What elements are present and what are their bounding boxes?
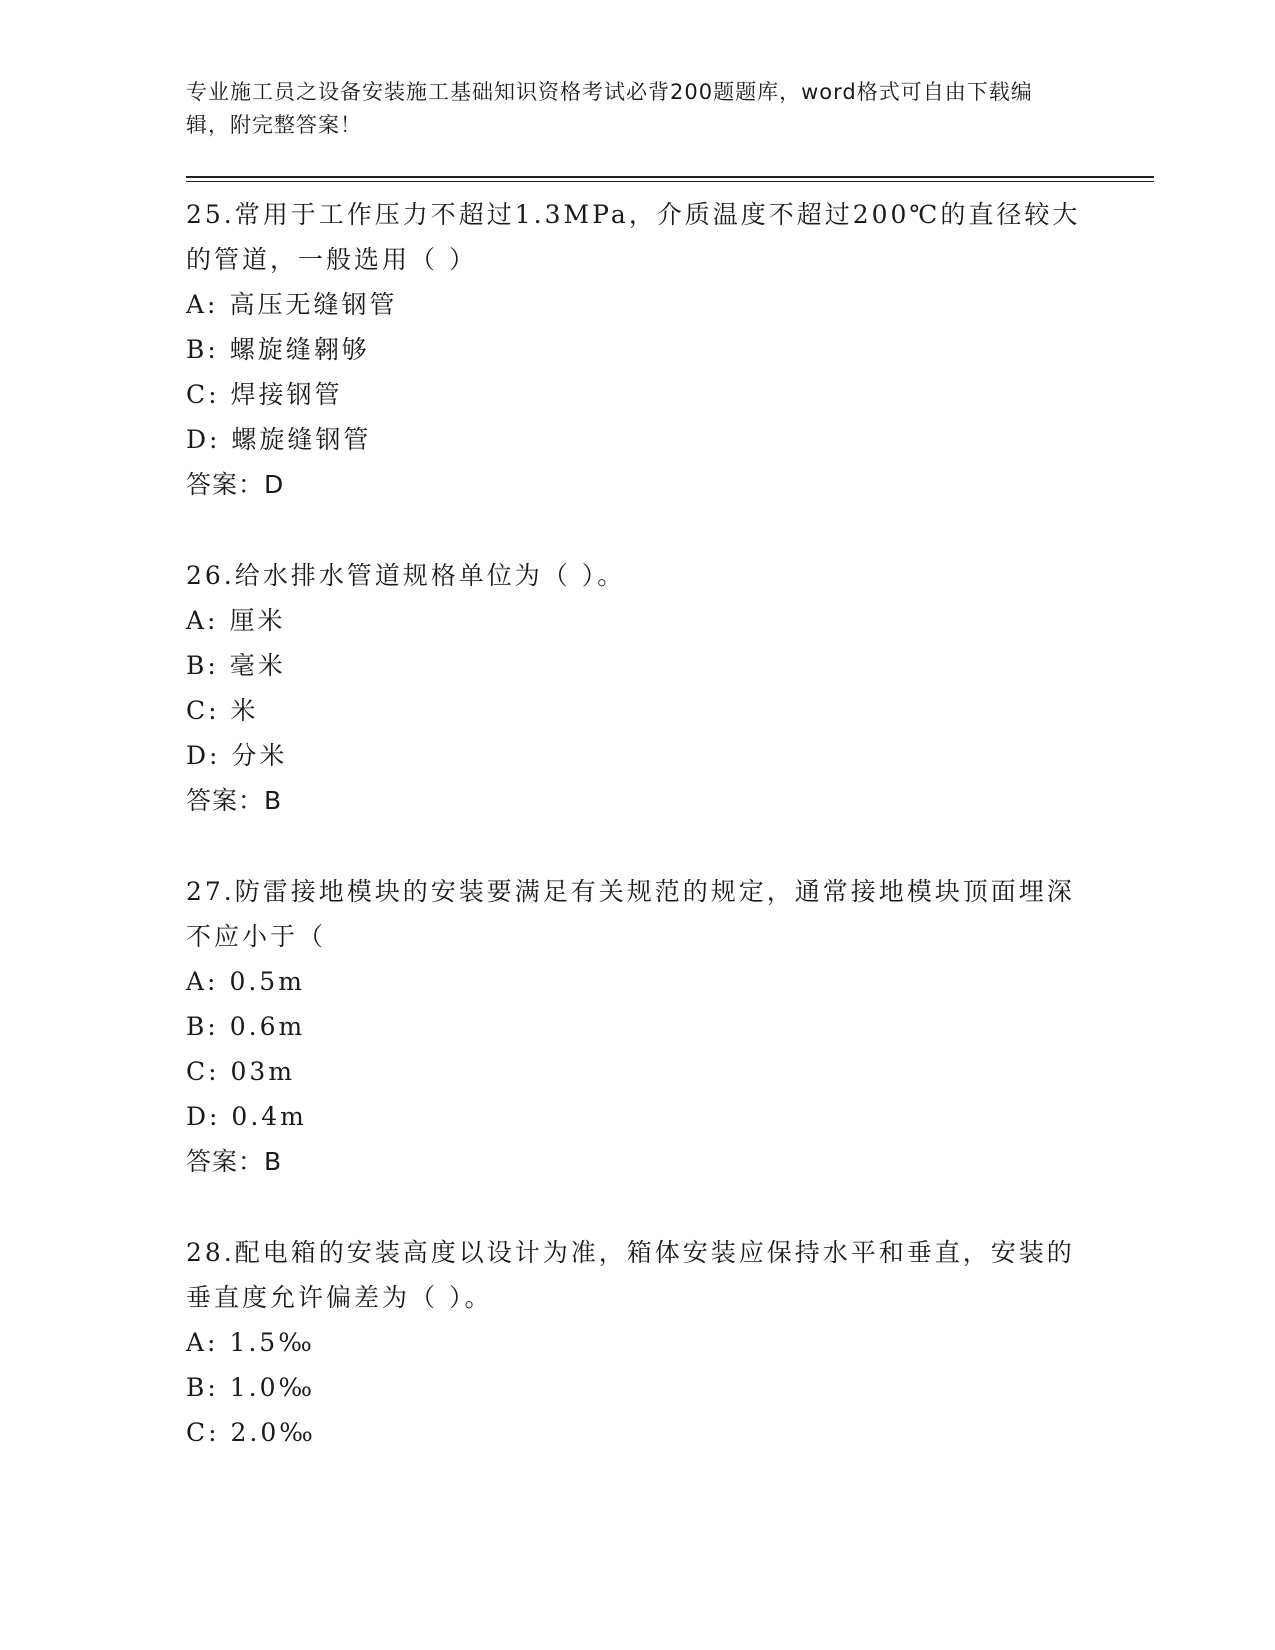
option-label: A: bbox=[186, 606, 219, 635]
answer-line bbox=[186, 462, 1086, 507]
option-label: A: bbox=[186, 967, 219, 996]
answer-option bbox=[186, 643, 1086, 688]
option-text: 0.4m bbox=[231, 1102, 307, 1131]
option-label: D: bbox=[186, 425, 221, 454]
answer-option bbox=[186, 417, 1086, 462]
answer-value: D bbox=[264, 470, 285, 499]
question-stem: 25.常用于工作压力不超过1.3MPa，介质温度不超过200℃的直径较大的管道，一般选用（ ） bbox=[186, 200, 1081, 274]
answer-option bbox=[186, 688, 1086, 733]
answer-line bbox=[186, 778, 1086, 823]
question-stem: 26.给水排水管道规格单位为（ ）。 bbox=[186, 561, 626, 590]
answer-option bbox=[186, 1004, 1086, 1049]
answer-line bbox=[186, 1139, 1086, 1184]
answer-option bbox=[186, 1410, 1086, 1455]
answer-option bbox=[186, 1365, 1086, 1410]
answer-prefix: 答案： bbox=[186, 1147, 265, 1176]
option-label: A: bbox=[186, 1328, 219, 1357]
option-label: B: bbox=[186, 1012, 219, 1041]
answer-option bbox=[186, 327, 1086, 372]
answer-option bbox=[186, 1094, 1086, 1139]
option-label: D: bbox=[186, 1102, 221, 1131]
option-text: 2.0‰ bbox=[230, 1418, 316, 1447]
option-text: 毫米 bbox=[229, 651, 286, 680]
option-text: 厘米 bbox=[229, 606, 286, 635]
answer-option bbox=[186, 733, 1086, 778]
document-header: 专业施工员之设备安装施工基础知识资格考试必背200题题库，word格式可自由下载编辑，附完整答案！ bbox=[186, 80, 1033, 137]
question-stem: 27.防雷接地模块的安装要满足有关规范的规定，通常接地模块顶面埋深不应小于（ bbox=[186, 877, 1075, 951]
answer-option bbox=[186, 598, 1086, 643]
option-label: B: bbox=[186, 1373, 219, 1402]
option-text: 高压无缝钢管 bbox=[229, 290, 398, 319]
option-label: C: bbox=[186, 380, 220, 409]
option-label: B: bbox=[186, 651, 219, 680]
option-label: D: bbox=[186, 741, 221, 770]
option-text: 米 bbox=[230, 696, 259, 725]
answer-prefix: 答案： bbox=[186, 786, 265, 815]
option-text: 分米 bbox=[231, 741, 288, 770]
answer-option bbox=[186, 959, 1086, 1004]
answer-option bbox=[186, 282, 1086, 327]
option-text: 03m bbox=[230, 1057, 296, 1086]
question-block bbox=[186, 553, 1086, 823]
option-text: 0.6m bbox=[229, 1012, 306, 1041]
option-label: A: bbox=[186, 290, 219, 319]
question-list bbox=[186, 192, 1086, 1501]
option-label: C: bbox=[186, 696, 220, 725]
option-text: 螺旋缝翱够 bbox=[229, 335, 370, 364]
question-block bbox=[186, 1230, 1086, 1455]
answer-value: B bbox=[264, 1147, 283, 1176]
answer-option bbox=[186, 1049, 1086, 1094]
header-divider bbox=[186, 176, 1154, 178]
option-text: 螺旋缝钢管 bbox=[231, 425, 372, 454]
option-label: B: bbox=[186, 335, 219, 364]
question-stem: 28.配电箱的安装高度以设计为准，箱体安装应保持水平和垂直，安装的垂直度允许偏差为（ ）。 bbox=[186, 1238, 1075, 1312]
option-text: 焊接钢管 bbox=[230, 380, 343, 409]
question-block bbox=[186, 869, 1086, 1184]
answer-prefix: 答案： bbox=[186, 470, 265, 499]
option-text: 1.0‰ bbox=[229, 1373, 316, 1402]
answer-option bbox=[186, 372, 1086, 417]
answer-value: B bbox=[264, 786, 283, 815]
option-text: 0.5m bbox=[229, 967, 305, 996]
option-label: C: bbox=[186, 1418, 220, 1447]
question-block bbox=[186, 192, 1086, 507]
option-text: 1.5‰ bbox=[229, 1328, 315, 1357]
answer-option bbox=[186, 1320, 1086, 1365]
option-label: C: bbox=[186, 1057, 220, 1086]
header-divider-thin bbox=[186, 181, 1154, 182]
